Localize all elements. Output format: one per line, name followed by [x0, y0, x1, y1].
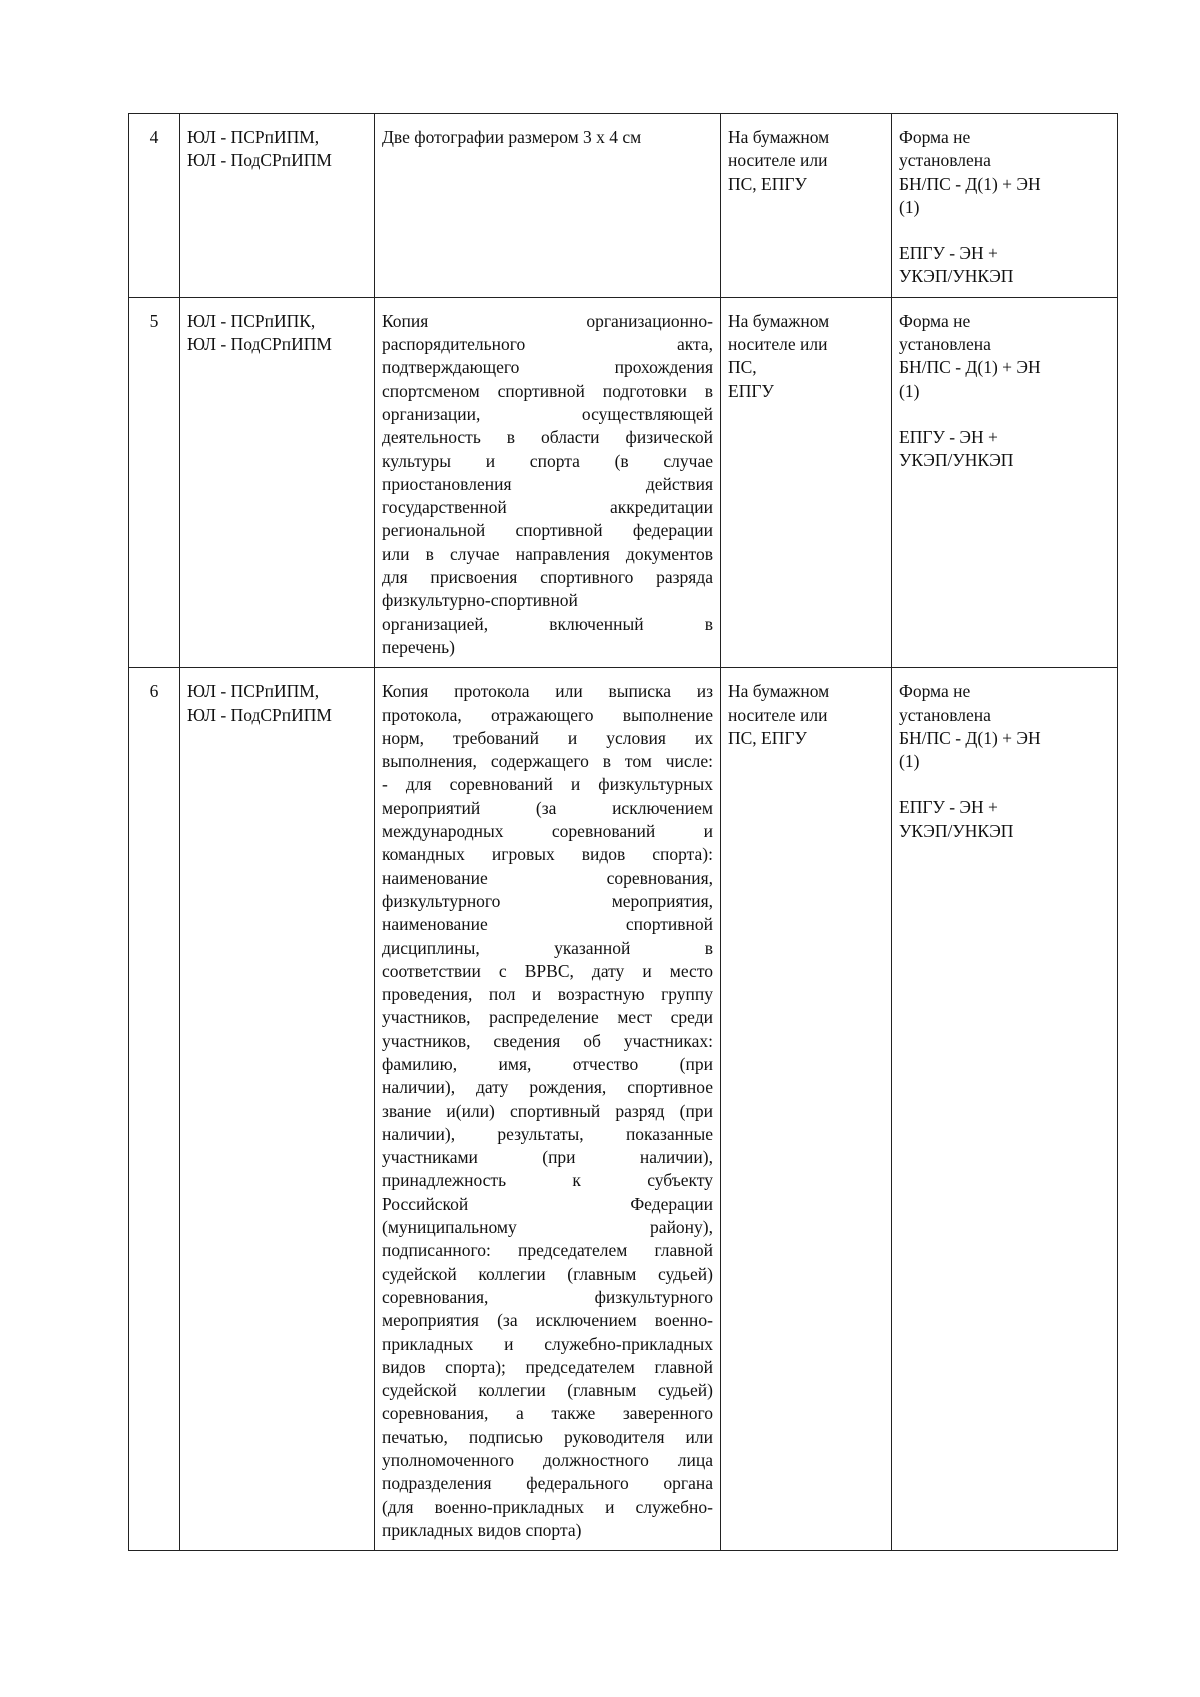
- text-line: прикладных и служебно-прикладных: [382, 1333, 713, 1354]
- text-line: БН/ПС - Д(1) + ЭН: [899, 173, 1041, 194]
- text-line: соревнования, физкультурного: [382, 1286, 713, 1307]
- text-line: ПС, ЕПГУ: [728, 727, 807, 748]
- text-line: носителе или: [728, 334, 828, 355]
- text-line: БН/ПС - Д(1) + ЭН: [899, 727, 1041, 748]
- text-line: установлена: [899, 150, 991, 171]
- text-line: соревнования, а также заверенного: [382, 1403, 713, 1424]
- text-line: носителе или: [728, 150, 828, 171]
- text-line: ЕПГУ - ЭН +: [899, 797, 998, 818]
- text-line: судейской коллегии (главным судьей): [382, 1380, 713, 1401]
- form-requirements-cell: [892, 114, 1118, 298]
- applicants-cell: [180, 114, 375, 298]
- text-line: Две фотографии размером 3 х 4 см: [382, 127, 642, 147]
- text-line: (1): [899, 380, 920, 401]
- text-line: УКЭП/УНКЭП: [899, 820, 1014, 841]
- text-line: ЮЛ - ПодСРпИПМ: [187, 704, 332, 725]
- text-line: участников, распределение мест среди: [382, 1007, 713, 1028]
- applicants-cell: [180, 297, 375, 667]
- text-line: На бумажном: [728, 127, 830, 147]
- text-line: ЮЛ - ПСРпИПМ,: [187, 127, 320, 147]
- text-line: деятельность в области физической: [382, 427, 713, 448]
- text-line: Копия протокола или выписка из: [382, 681, 713, 702]
- paragraph-gap: [899, 219, 1110, 242]
- text-line: подписанного: председателем главной: [382, 1240, 713, 1261]
- documents-table: [128, 113, 1118, 1551]
- paragraph-gap: [899, 773, 1110, 796]
- applicants-cell: [180, 668, 375, 1551]
- text-line: организации, осуществляющей: [382, 403, 713, 424]
- text-line: приостановления действия: [382, 473, 713, 494]
- text-line: подтверждающего прохождения: [382, 357, 713, 378]
- text-line: ПС, ЕПГУ: [728, 173, 807, 194]
- text-line: физкультурно-спортивной: [382, 590, 578, 611]
- text-line: перечень): [382, 636, 455, 657]
- text-line: протокола, отражающего выполнение: [382, 704, 713, 725]
- text-line: норм, требований и условия их: [382, 727, 713, 748]
- text-line: прикладных видов спорта): [382, 1519, 582, 1540]
- text-line: носителе или: [728, 704, 828, 725]
- paragraph-gap: [899, 403, 1110, 426]
- document-description-cell: [375, 668, 721, 1551]
- text-line: ЮЛ - ПСРпИПМ,: [187, 681, 320, 702]
- row-number: 4: [129, 114, 180, 298]
- text-line: наименование спортивной: [382, 914, 713, 935]
- text-line: участниками (при наличии),: [382, 1147, 713, 1168]
- submission-medium-cell: [721, 114, 892, 298]
- text-line: государственной аккредитации: [382, 497, 713, 518]
- text-line: для присвоения спортивного разряда: [382, 567, 713, 588]
- text-line: ПС,: [728, 357, 757, 378]
- text-line: Форма не: [899, 681, 971, 702]
- text-line: физкультурного мероприятия,: [382, 890, 713, 911]
- text-line: ЮЛ - ПодСРпИПМ: [187, 334, 332, 355]
- text-line: Российской Федерации: [382, 1193, 713, 1214]
- text-line: (для военно-прикладных и служебно-: [382, 1496, 713, 1517]
- text-line: соответствии с ВРВС, дату и место: [382, 960, 713, 981]
- text-line: ЕПГУ - ЭН +: [899, 243, 998, 264]
- document-page: [128, 113, 1117, 1551]
- text-line: печатью, подписью руководителя или: [382, 1426, 713, 1447]
- text-line: или в случае направления документов: [382, 543, 713, 564]
- text-line: наличии), дату рождения, спортивное: [382, 1077, 713, 1098]
- text-line: мероприятий (за исключением: [382, 797, 713, 818]
- text-line: наличии), результаты, показанные: [382, 1123, 713, 1144]
- text-line: наименование соревнования,: [382, 867, 713, 888]
- text-line: региональной спортивной федерации: [382, 520, 713, 541]
- table-row: [129, 297, 1118, 667]
- text-line: звание и(или) спортивный разряд (при: [382, 1100, 713, 1121]
- text-line: - для соревнований и физкультурных: [382, 774, 713, 795]
- text-line: фамилию, имя, отчество (при: [382, 1053, 713, 1074]
- table-row: [129, 114, 1118, 298]
- text-line: Форма не: [899, 127, 971, 147]
- text-line: ЮЛ - ПСРпИПК,: [187, 310, 316, 331]
- submission-medium-cell: [721, 668, 892, 1551]
- text-line: ЕПГУ: [728, 380, 774, 401]
- text-line: спортсменом спортивной подготовки в: [382, 380, 713, 401]
- text-line: БН/ПС - Д(1) + ЭН: [899, 357, 1041, 378]
- text-line: мероприятия (за исключением военно-: [382, 1310, 713, 1331]
- text-line: подразделения федерального органа: [382, 1473, 713, 1494]
- text-line: судейской коллегии (главным судьей): [382, 1263, 713, 1284]
- text-line: На бумажном: [728, 310, 830, 331]
- text-line: уполномоченного должностного лица: [382, 1450, 713, 1471]
- text-line: УКЭП/УНКЭП: [899, 266, 1014, 287]
- row-number: 5: [129, 297, 180, 667]
- text-line: Форма не: [899, 310, 971, 331]
- text-line: организацией, включенный в: [382, 613, 713, 634]
- text-line: распорядительного акта,: [382, 334, 713, 355]
- text-line: Копия организационно-: [382, 310, 713, 331]
- text-line: участников, сведения об участниках:: [382, 1030, 713, 1051]
- document-description-cell: [375, 297, 721, 667]
- text-line: командных игровых видов спорта):: [382, 844, 713, 865]
- text-line: установлена: [899, 704, 991, 725]
- text-line: ЕПГУ - ЭН +: [899, 426, 998, 447]
- text-line: УКЭП/УНКЭП: [899, 450, 1014, 471]
- text-line: (1): [899, 751, 920, 772]
- text-line: ЮЛ - ПодСРпИПМ: [187, 150, 332, 171]
- text-line: На бумажном: [728, 681, 830, 702]
- text-line: (1): [899, 196, 920, 217]
- text-line: выполнения, содержащего в том числе:: [382, 751, 713, 772]
- text-line: установлена: [899, 334, 991, 355]
- document-description-cell: [375, 114, 721, 298]
- form-requirements-cell: [892, 297, 1118, 667]
- row-number: 6: [129, 668, 180, 1551]
- table-row: [129, 668, 1118, 1551]
- text-line: видов спорта); председателем главной: [382, 1356, 713, 1377]
- submission-medium-cell: [721, 297, 892, 667]
- text-line: культуры и спорта (в случае: [382, 450, 713, 471]
- text-line: международных соревнований и: [382, 821, 713, 842]
- text-line: дисциплины, указанной в: [382, 937, 713, 958]
- form-requirements-cell: [892, 668, 1118, 1551]
- text-line: проведения, пол и возрастную группу: [382, 984, 713, 1005]
- text-line: принадлежность к субъекту: [382, 1170, 713, 1191]
- text-line: (муниципальному району),: [382, 1217, 713, 1238]
